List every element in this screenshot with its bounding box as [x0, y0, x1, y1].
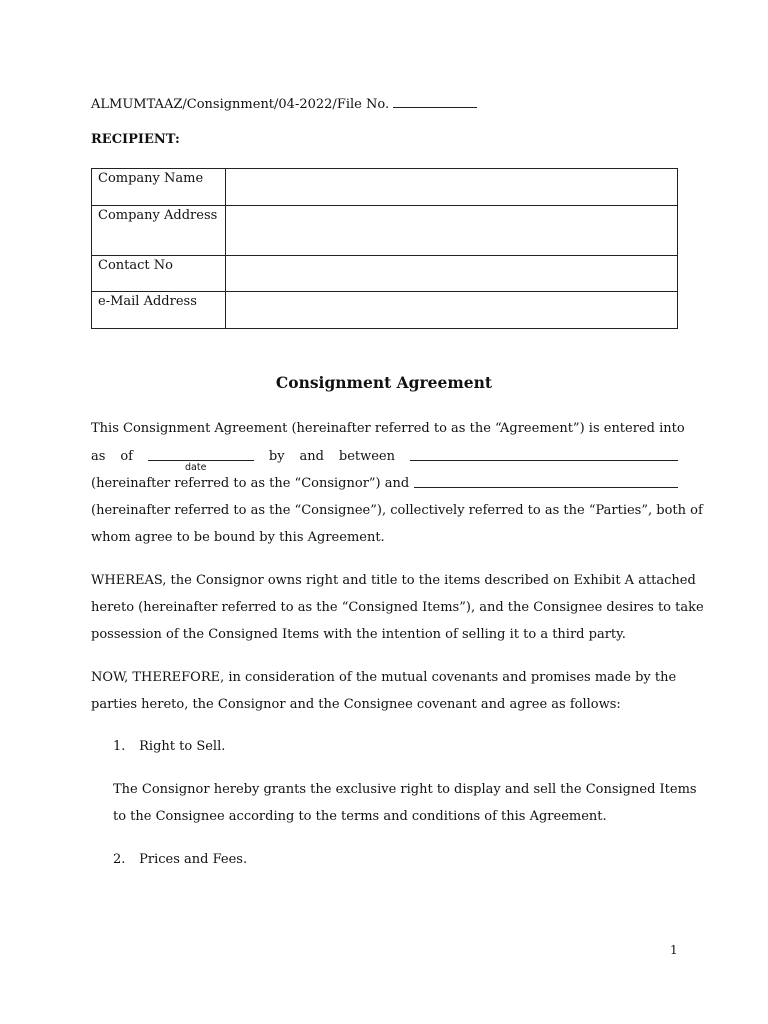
- word-as: as: [91, 449, 106, 464]
- consignor-name-blank[interactable]: [410, 448, 678, 461]
- section-2-number: 2.: [113, 852, 126, 867]
- table-row: [92, 206, 678, 256]
- consignee-name-blank[interactable]: [414, 475, 678, 488]
- word-of: of: [120, 449, 133, 464]
- email-address-label: e-Mail Address: [92, 292, 226, 329]
- recipient-table: [91, 168, 678, 329]
- email-address-field[interactable]: [226, 292, 678, 329]
- company-name-label: Company Name: [92, 169, 226, 206]
- table-row: [92, 292, 678, 329]
- word-by: by: [268, 449, 285, 464]
- date-blank[interactable]: [148, 448, 254, 461]
- company-address-field[interactable]: [226, 206, 678, 256]
- now-therefore-line-1: NOW, THEREFORE, in consideration of the mutual covenants and promises made by the: [91, 670, 677, 685]
- file-number-blank[interactable]: [393, 95, 477, 108]
- table-row: [92, 169, 678, 206]
- whereas-line-2: hereto (hereinafter referred to as the “Consigned Items”), and the Consignee desires to take: [91, 600, 704, 615]
- section-1-body-line-2: to the Consignee according to the terms and conditions of this Agreement.: [113, 809, 607, 824]
- section-2-heading: [113, 851, 678, 869]
- table-row: [92, 256, 678, 292]
- section-1-heading: [113, 738, 678, 756]
- company-name-field[interactable]: [226, 169, 678, 206]
- recipient-heading: RECIPIENT:: [91, 132, 180, 147]
- reference-number: ALMUMTAAZ/Consignment/04-2022/File No.: [91, 97, 390, 112]
- intro-line-1: This Consignment Agreement (hereinafter referred to as the “Agreement”) is entered into: [91, 421, 685, 436]
- contact-no-label: Contact No: [92, 256, 226, 292]
- consignor-text: (hereinafter referred to as the “Consignor”) and: [91, 476, 410, 491]
- word-and: and: [299, 449, 324, 464]
- intro-line-5: whom agree to be bound by this Agreement.: [91, 530, 385, 545]
- company-address-label: Company Address: [92, 206, 226, 256]
- contact-no-field[interactable]: [226, 256, 678, 292]
- page-number: 1: [670, 943, 678, 957]
- section-1-title: Right to Sell.: [139, 739, 226, 754]
- word-between: between: [338, 449, 396, 464]
- whereas-line-1: WHEREAS, the Consignor owns right and title to the items described on Exhibit A attached: [91, 573, 696, 588]
- section-1-number: 1.: [113, 739, 126, 754]
- whereas-line-3: possession of the Consigned Items with the intention of selling it to a third party.: [91, 627, 626, 642]
- date-label: date: [185, 462, 207, 473]
- now-therefore-line-2: parties hereto, the Consignor and the Consignee covenant and agree as follows:: [91, 697, 621, 712]
- document-title: Consignment Agreement: [275, 373, 493, 392]
- section-1-body-line-1: The Consignor hereby grants the exclusive right to display and sell the Consigned Items: [113, 782, 697, 797]
- reference-line: [91, 95, 477, 112]
- intro-line-4: (hereinafter referred to as the “Consignee”), collectively referred to as the “Parties”, both of: [91, 503, 703, 518]
- section-2-title: Prices and Fees.: [139, 852, 248, 867]
- intro-line-3: [91, 475, 678, 493]
- intro-line-2: [91, 448, 678, 466]
